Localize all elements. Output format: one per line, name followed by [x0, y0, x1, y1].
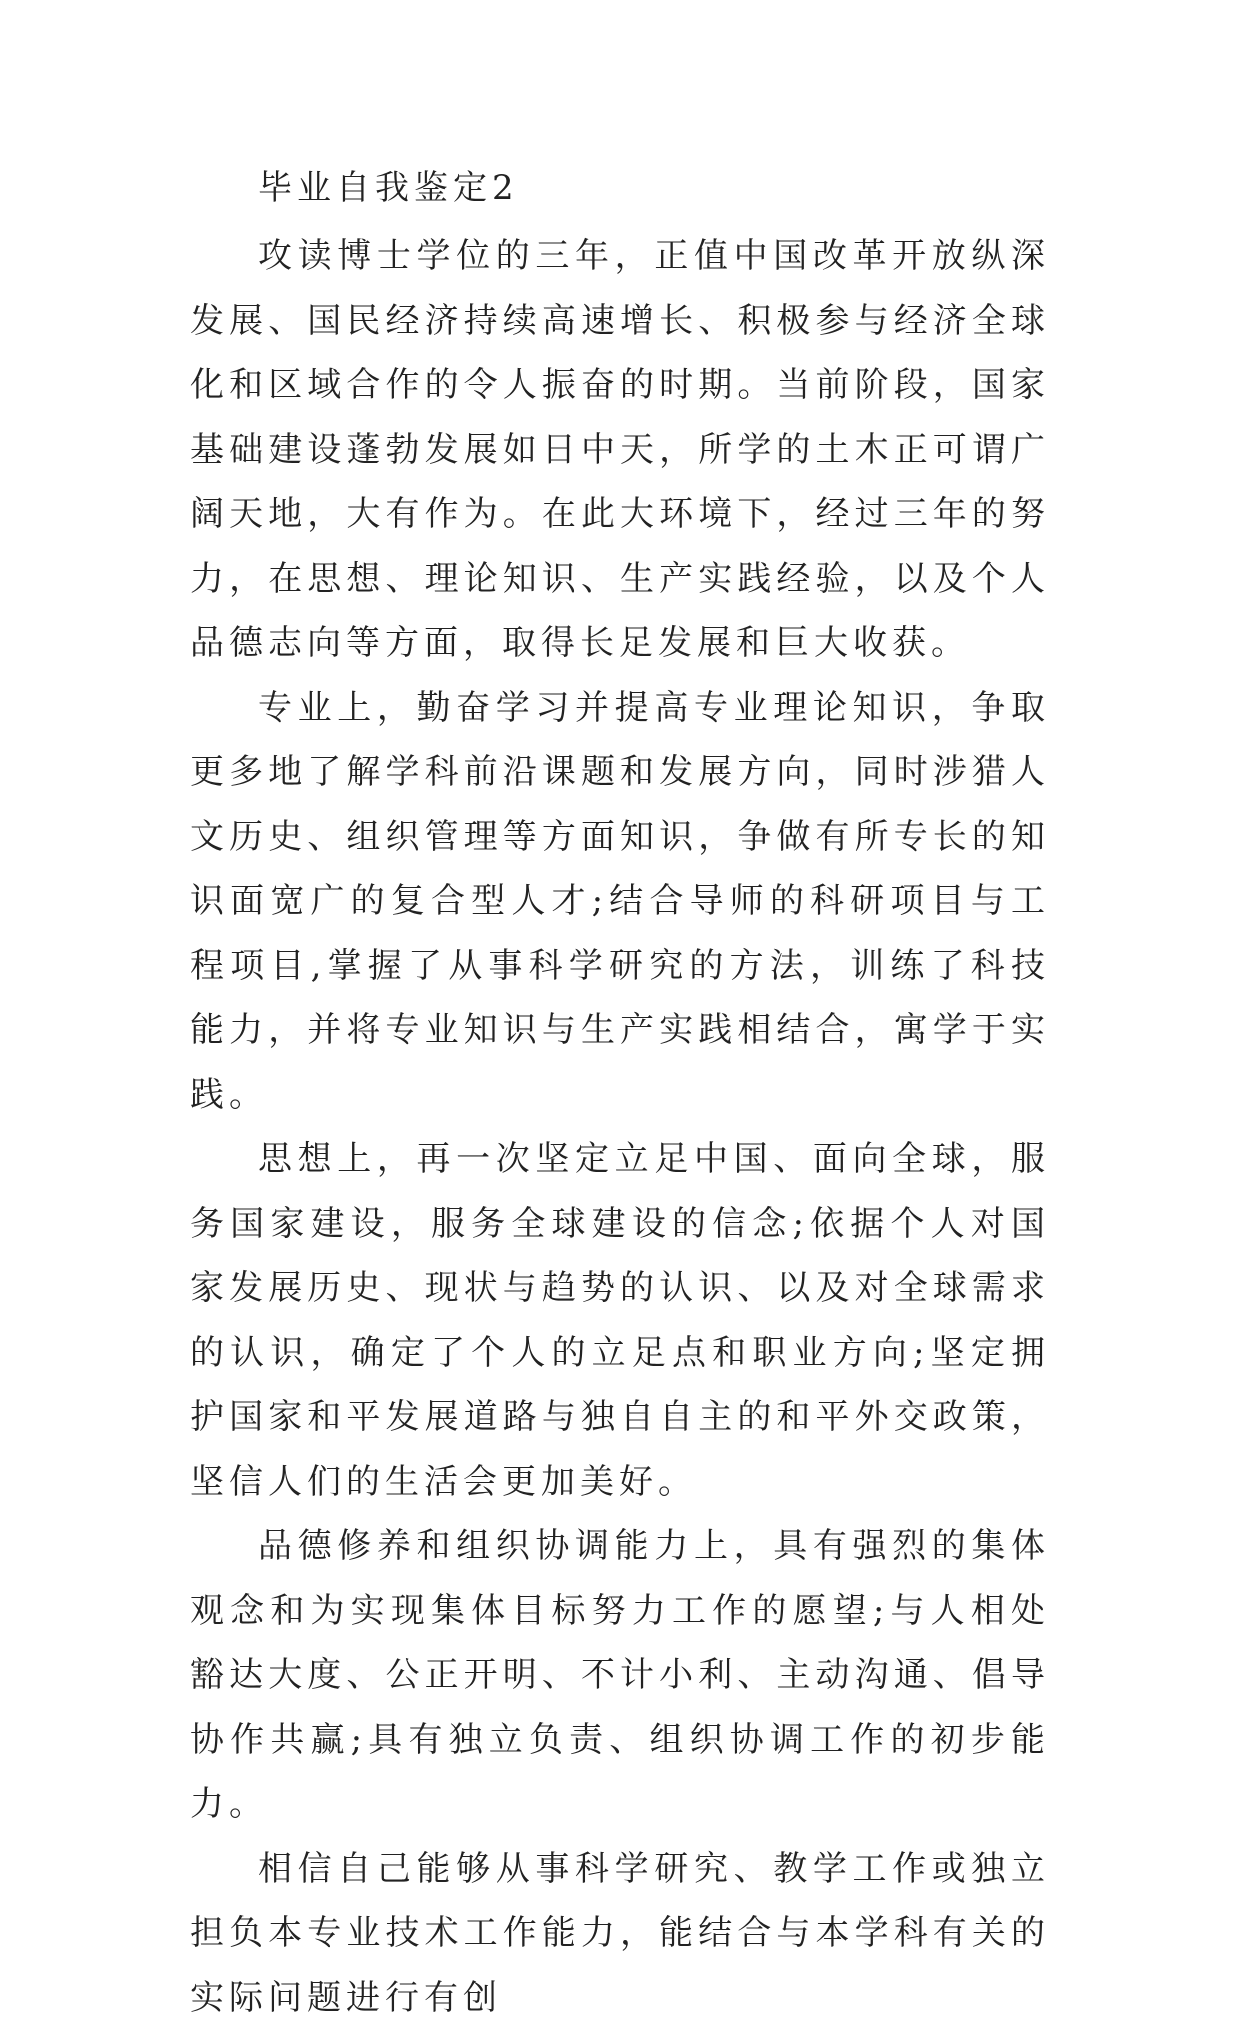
paragraph-ideology: 思想上，再一次坚定立足中国、面向全球，服务国家建设，服务全球建设的信念;依据个人对国家发展历史、现状与趋势的认识、以及对全球需求的认识，确定了个人的立足点和职业方向;坚定拥护国家和平发展道路与独自自主的和平外交政策，坚信人们的生活会更加美好。 — [190, 1127, 1050, 1514]
paragraph-ability: 相信自己能够从事科学研究、教学工作或独立担负本专业技术工作能力，能结合与本学科有关的实际问题进行有创 — [190, 1837, 1050, 2030]
paragraph-professional: 专业上，勤奋学习并提高专业理论知识，争取更多地了解学科前沿课题和发展方向，同时涉猎人文历史、组织管理等方面知识，争做有所专长的知识面宽广的复合型人才;结合导师的科研项目与工程项目,掌握了从事科学研究的方法，训练了科技能力，并将专业知识与生产实践相结合，寓学于实践。 — [190, 676, 1050, 1128]
document-body — [190, 160, 1050, 2030]
paragraph-intro: 攻读博士学位的三年，正值中国改革开放纵深发展、国民经济持续高速增长、积极参与经济全球化和区域合作的令人振奋的时期。当前阶段，国家基础建设蓬勃发展如日中天，所学的土木正可谓广阔天地，大有作为。在此大环境下，经过三年的努力，在思想、理论知识、生产实践经验，以及个人品德志向等方面，取得长足发展和巨大收获。 — [190, 224, 1050, 676]
paragraph-character: 品德修养和组织协调能力上，具有强烈的集体观念和为实现集体目标努力工作的愿望;与人相处豁达大度、公正开明、不计小利、主动沟通、倡导协作共赢;具有独立负责、组织协调工作的初步能力。 — [190, 1514, 1050, 1837]
document-title: 毕业自我鉴定2 — [190, 160, 1050, 216]
